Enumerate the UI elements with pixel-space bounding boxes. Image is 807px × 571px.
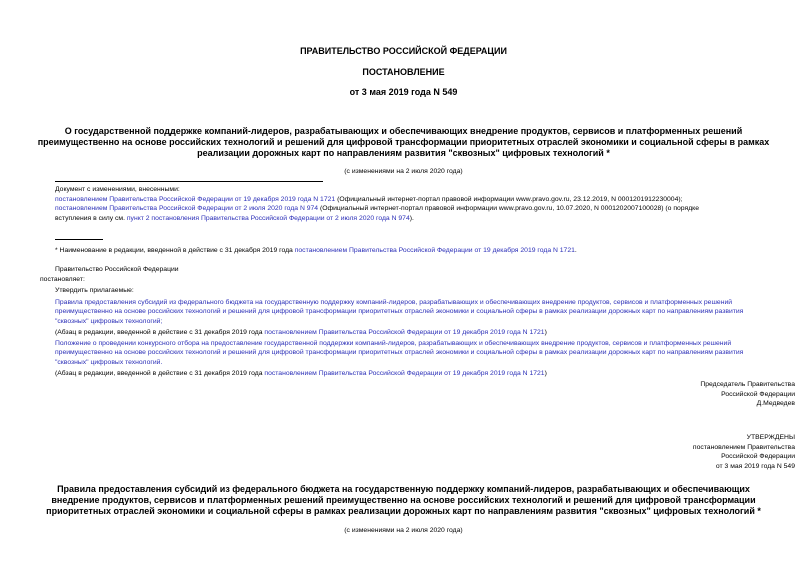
change-item-continued: вступления в силу см. пункт 2 постановления Правительства Российской Федерации от 2 июля 2020 года N 974). xyxy=(55,214,414,222)
amended-note: (с изменениями на 2 июля 2020 года) xyxy=(344,168,463,175)
changes-block xyxy=(55,185,768,223)
change-item: постановлением Правительства Российской Федерации от 2 июля 2020 года N 974 (Официальный интернет-портал правовой информации www.pravo.gov.ru, 10.07.2020, N 0001202007100028) (о порядке xyxy=(55,205,699,212)
changes-intro: Документ с изменениями, внесенными: xyxy=(55,186,180,193)
title-line: О государственной поддержке компаний-лидеров, разрабатывающих и обеспечивающих внедрение продуктов, сервисов и платформенных решений xyxy=(64,126,743,136)
rules-title-line: приоритетных отраслей экономики и социальной сферы в рамках реализации дорожных карт по направлениям развития "сквозных" цифровых технологий * xyxy=(46,506,761,516)
approval-stamp: УТВЕРЖДЕНЫ постановлением Правительства Российской Федерации от 3 мая 2019 года N 549 xyxy=(692,434,795,470)
regulation-link[interactable]: Положение о проведении конкурсного отбора на предоставление государственной поддержки компаний-лидеров, разрабатывающих и обеспечивающих внедрение продуктов, сервисов и платформенных решений преимущественно на основе российских технологий и решений для цифровой трансформации приоритетных отраслей экономики и социальной сферы в рамках реализации дорожных карт по направлениям развития "сквозных" цифровых технологий. xyxy=(55,339,744,366)
edition-note-link[interactable]: постановлением Правительства Российской Федерации от 19 декабря 2019 года N 1721 xyxy=(264,329,545,336)
signature-block: Председатель Правительства Российской Федерации Д.Медведев xyxy=(700,381,795,407)
rules-link[interactable]: Правила предоставления субсидий из федерального бюджета на государственную поддержку компаний-лидеров, разрабатывающих и обеспечивающих внедрение продуктов, сервисов и платформенных решений преимущественно на основе российских технологий и решений для цифровой трансформации приоритетных отраслей экономики и социальной сферы в рамках реализации дорожных карт по направлениям развития "сквозных" цифровых технологий; xyxy=(55,298,744,325)
body-line: постановляет: xyxy=(40,275,85,283)
resolution-body xyxy=(40,265,768,379)
edition-note: (Абзац в редакции, введенной в действие с 31 декабря 2019 года постановлением Правительства Российской Федерации от 19 декабря 2019 года N 1721) xyxy=(55,370,547,377)
footnote: * Наименование в редакции, введенной в действие с 31 декабря 2019 года постановлением Правительства Российской Федерации от 19 декабря 2019 года N 1721. xyxy=(55,247,577,254)
rules-amended-note: (с изменениями на 2 июля 2020 года) xyxy=(344,527,463,534)
body-line: Правительство Российской Федерации xyxy=(55,266,179,273)
title-line: реализации дорожных карт по направлениям развития "сквозных" цифровых технологий * xyxy=(197,148,610,158)
change-item: постановлением Правительства Российской Федерации от 19 декабря 2019 года N 1721 (Официальный интернет-портал правовой информации www.pravo.gov.ru, 23.12.2019, N 0001201912230004); xyxy=(55,195,683,203)
government-heading: ПРАВИТЕЛЬСТВО РОССИЙСКОЙ ФЕДЕРАЦИИ xyxy=(300,46,507,56)
edition-note: (Абзац в редакции, введенной в действие с 31 декабря 2019 года постановлением Правительства Российской Федерации от 19 декабря 2019 года N 1721) xyxy=(55,329,547,336)
rules-title xyxy=(0,484,807,517)
amendment-link[interactable]: пункт 2 постановления Правительства Российской Федерации от 2 июля 2020 года N 974 xyxy=(126,214,410,222)
footnote-link[interactable]: постановлением Правительства Российской Федерации от 19 декабря 2019 года N 1721 xyxy=(294,247,575,254)
footnote-separator xyxy=(55,239,103,240)
rules-title-line: Правила предоставления субсидий из федерального бюджета на государственную поддержку компаний-лидеров, разрабатывающих и обеспечивающих xyxy=(57,484,750,494)
separator-line xyxy=(55,181,323,182)
document-title xyxy=(0,126,807,159)
document-date-number: от 3 мая 2019 года N 549 xyxy=(349,87,458,97)
body-line: Утвердить прилагаемые: xyxy=(55,287,134,294)
document-type: ПОСТАНОВЛЕНИЕ xyxy=(362,67,445,77)
edition-note-link[interactable]: постановлением Правительства Российской Федерации от 19 декабря 2019 года N 1721 xyxy=(264,370,545,377)
amendment-link[interactable]: постановлением Правительства Российской Федерации от 19 декабря 2019 года N 1721 xyxy=(55,195,336,203)
rules-title-line: внедрение продуктов, сервисов и платформенных решений преимущественно на основе российских технологий и решений для цифровой трансформации xyxy=(51,495,756,505)
amendment-link[interactable]: постановлением Правительства Российской Федерации от 2 июля 2020 года N 974 xyxy=(55,205,319,212)
title-line: преимущественно на основе российских технологий и решений для цифровой трансформации приоритетных отраслей экономики и социальной сферы в рамках xyxy=(37,137,770,147)
